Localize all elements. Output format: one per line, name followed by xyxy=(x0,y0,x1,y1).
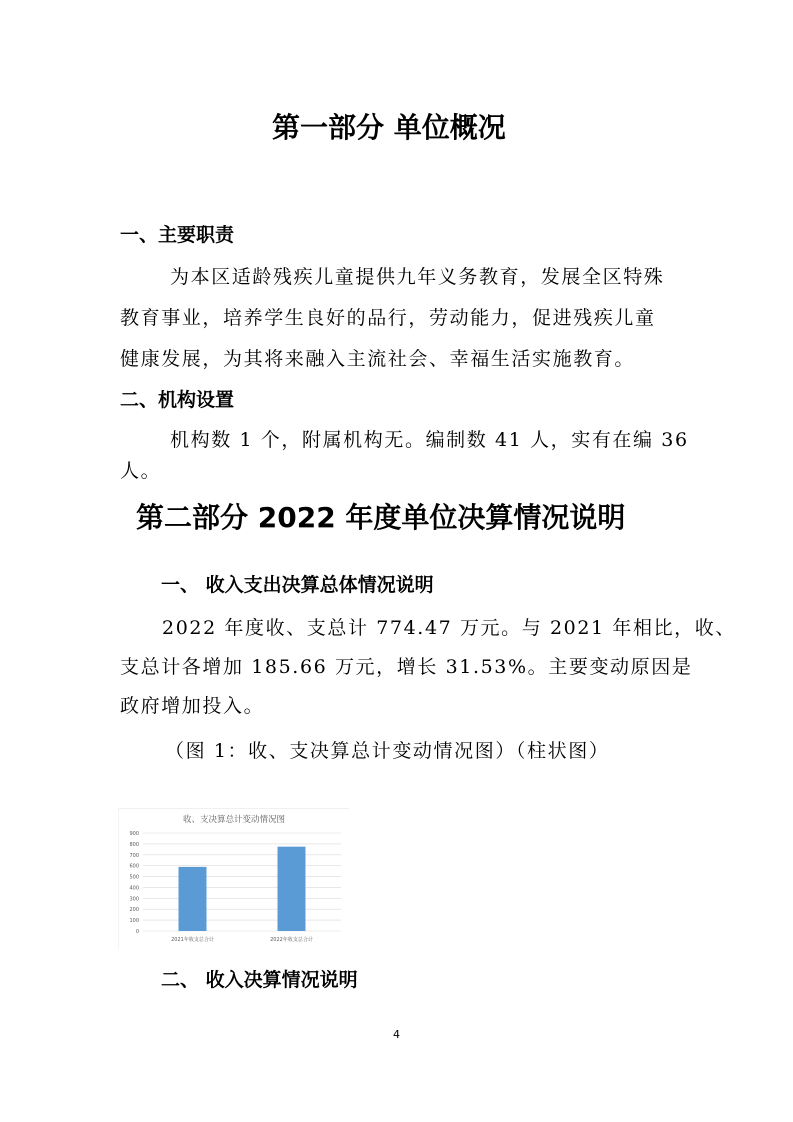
chart-y-tick-label: 500 xyxy=(129,874,139,881)
chart-y-tick-label: 100 xyxy=(129,918,139,925)
part2-title: 第二部分 2022 年度单位决算情况说明 xyxy=(136,501,626,534)
chart-y-tick-label: 200 xyxy=(129,907,139,914)
chart-x-tick-label: 2022年收支总合计 xyxy=(270,937,313,943)
chart-bars xyxy=(179,847,306,931)
chart-y-tick-label: 900 xyxy=(129,831,139,837)
chart-gridlines xyxy=(143,833,341,931)
chart-bar xyxy=(179,867,207,931)
chart-x-tick-label: 2021年收支总合计 xyxy=(171,937,214,943)
bar-chart xyxy=(118,808,349,949)
figure-caption: （图 1：收、支决算总计变动情况图）（柱状图） xyxy=(165,740,610,762)
summary-line-1: 2022 年度收、支总计 774.47 万元。与 2021 年相比，收、 xyxy=(162,617,736,639)
summary-line-2: 支总计各增加 185.66 万元，增长 31.53%。主要变动原因是 xyxy=(120,656,693,678)
chart-bar xyxy=(278,847,306,931)
section-heading-revenue: 二、 收入决算情况说明 xyxy=(161,969,358,991)
duties-line-1: 为本区适龄残疾儿童提供九年义务教育，发展全区特殊 xyxy=(170,266,665,288)
chart-y-tick-label: 800 xyxy=(129,841,139,848)
chart-y-tick-labels xyxy=(129,831,139,935)
page-number: 4 xyxy=(393,1028,400,1041)
chart-y-tick-label: 600 xyxy=(129,863,139,870)
chart-y-tick-label: 300 xyxy=(129,896,139,903)
bar-chart-svg xyxy=(119,809,349,949)
chart-y-tick-label: 400 xyxy=(129,885,139,892)
duties-line-3: 健康发展，为其将来融入主流社会、幸福生活实施教育。 xyxy=(120,348,636,370)
section-heading-revenue-expenditure: 一、 收入支出决算总体情况说明 xyxy=(161,574,434,596)
organization-line-2: 人。 xyxy=(120,460,162,482)
chart-y-tick-label: 700 xyxy=(129,852,139,859)
chart-y-tick-label: 0 xyxy=(135,929,139,935)
section-heading-organization: 二、机构设置 xyxy=(120,389,235,411)
chart-x-tick-labels xyxy=(171,936,313,943)
section-heading-main-duties: 一、主要职责 xyxy=(120,224,235,246)
part1-title: 第一部分 单位概况 xyxy=(272,111,506,144)
organization-line-1: 机构数 1 个，附属机构无。编制数 41 人，实有在编 36 xyxy=(170,429,689,451)
chart-title: 收、支决算总计变动情况图 xyxy=(182,815,286,825)
summary-line-3: 政府增加投入。 xyxy=(120,695,265,717)
duties-line-2: 教育事业，培养学生良好的品行，劳动能力，促进残疾儿童 xyxy=(120,307,656,329)
